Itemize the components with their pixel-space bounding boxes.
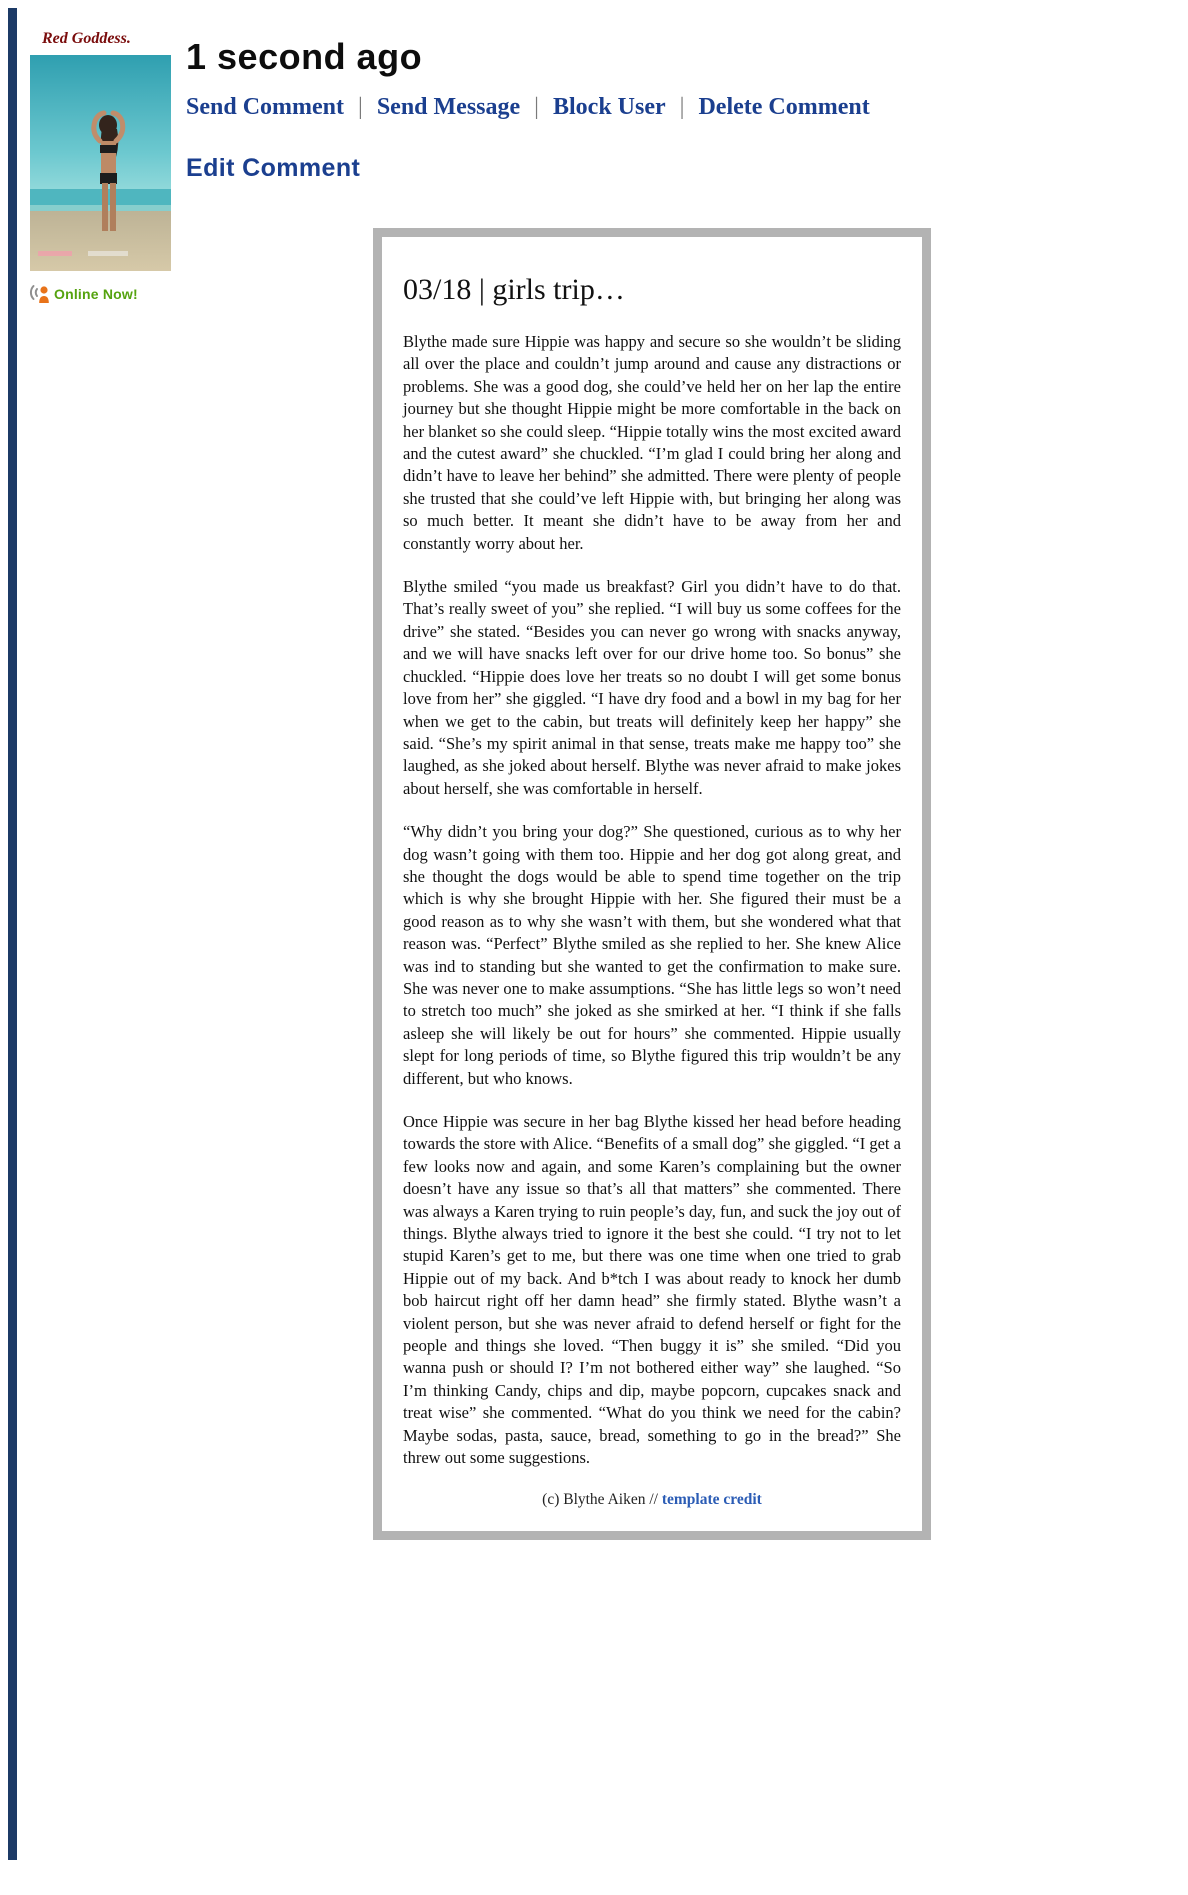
comment-title: 03/18 | girls trip… (403, 273, 625, 306)
action-separator: | (534, 94, 539, 120)
action-separator: | (358, 94, 363, 120)
left-accent-bar (8, 8, 17, 1860)
beach-photo-image (30, 55, 171, 271)
online-now-label: Online Now! (54, 286, 138, 302)
online-now-icon (27, 281, 53, 307)
action-separator: | (679, 94, 685, 120)
online-now-badge (27, 281, 138, 307)
template-credit-link[interactable]: template credit (661, 1491, 762, 1508)
credit-line (382, 1491, 922, 1509)
send-message-link[interactable]: Send Message (376, 94, 521, 120)
comment-actions-row (186, 94, 870, 121)
credit-text: (c) Blythe Aiken // (542, 1491, 662, 1508)
comment-paragraph: Blythe smiled “you made us breakfast? Girl you didn’t have to do that. That’s really sweet of you” she replied. “I will buy us some coffees for the drive” she stated. “Besides you can never go wrong with snacks anyway, and we will have snacks left over for our drive home too. So bonus” she chuckled. “Hippie does love her treats so no doubt I will get some bonus love from her” she giggled. “I have dry food and a bowl in my bag for her when we get to the cabin, but treats will definitely keep her happy” she said. “She’s my spirit animal in that sense, treats make me happy too” she laughed, as she joked about herself. Blythe was never afraid to make jokes about herself, she was comfortable in herself. (403, 577, 901, 798)
comment-box (373, 228, 931, 1540)
delete-comment-link[interactable]: Delete Comment (698, 94, 870, 120)
profile-avatar[interactable] (30, 55, 171, 271)
comment-timestamp: 1 second ago (186, 36, 423, 77)
comment-paragraph: “Why didn’t you bring your dog?” She questioned, curious as to why her dog wasn’t going with them too. Hippie and her dog got along great, and she thought the dogs would be able to spend time together on the trip which is why she brought Hippie with her. She figured their must be a good reason as to why she wasn’t with them, but she wondered what that reason was. “Perfect” Blythe smiled as she replied to her. She knew Alice was ind to standing but she wanted to get the confirmation to make sure. She was never one to make assumptions. “She has little legs so won’t need to stretch too much” she joked as she smirked at her. “I think if she falls asleep she will likely be out for hours” she commented. Hippie usually slept for long periods of time, so Blythe figured this trip wouldn’t be any different, but who knows. (403, 822, 901, 1088)
comment-paragraph: Once Hippie was secure in her bag Blythe kissed her head before heading towards the store with Alice. “Benefits of a small dog” she giggled. “I get a few looks now and again, and some Karen’s complaining but the owner doesn’t have any issue so that’s all that matters” she commented. There was always a Karen trying to ruin people’s day, fun, and suck the joy out of things. Blythe always tried to ignore it the best she could. “I try not to let stupid Karen’s get to me, but there was one time when one tried to grab Hippie out of my back. And b*tch I was about ready to knock her dumb bob haircut right off her damn head” she firmly stated. Blythe wasn’t a violent person, but she was never afraid to defend herself or fight for the people and things she loved. “Then buggy it is” she smiled. “Did you wanna push or should I? I’m not bothered either way” she laughed. “So I’m thinking Candy, chips and dip, maybe popcorn, cupcakes snack and treat wise” she commented. “What do you think we need for the cabin? Maybe sodas, pasta, sauce, bread, something to go in the bread?” She threw out some suggestions. (403, 1112, 901, 1468)
block-user-link[interactable]: Block User (552, 94, 666, 120)
send-comment-link[interactable]: Send Comment (186, 94, 345, 120)
edit-comment-link[interactable]: Edit Comment (186, 154, 361, 182)
comment-paragraph: Blythe made sure Hippie was happy and secure so she wouldn’t be sliding all over the place and couldn’t jump around and cause any distractions or problems. She was a good dog, she could’ve held her on her lap the entire journey but she thought Hippie might be more comfortable in the back on her blanket so she could sleep. “Hippie totally wins the most excited award and the cutest award” she chuckled. “I’m glad I could bring her along and didn’t have to leave her behind” she admitted. There were plenty of people she trusted that she could’ve left Hippie with, but bringing her along was so much better. It meant she didn’t have to be away from her and constantly worry about her. (403, 332, 901, 553)
profile-name-link[interactable]: Red Goddess. (42, 30, 131, 47)
